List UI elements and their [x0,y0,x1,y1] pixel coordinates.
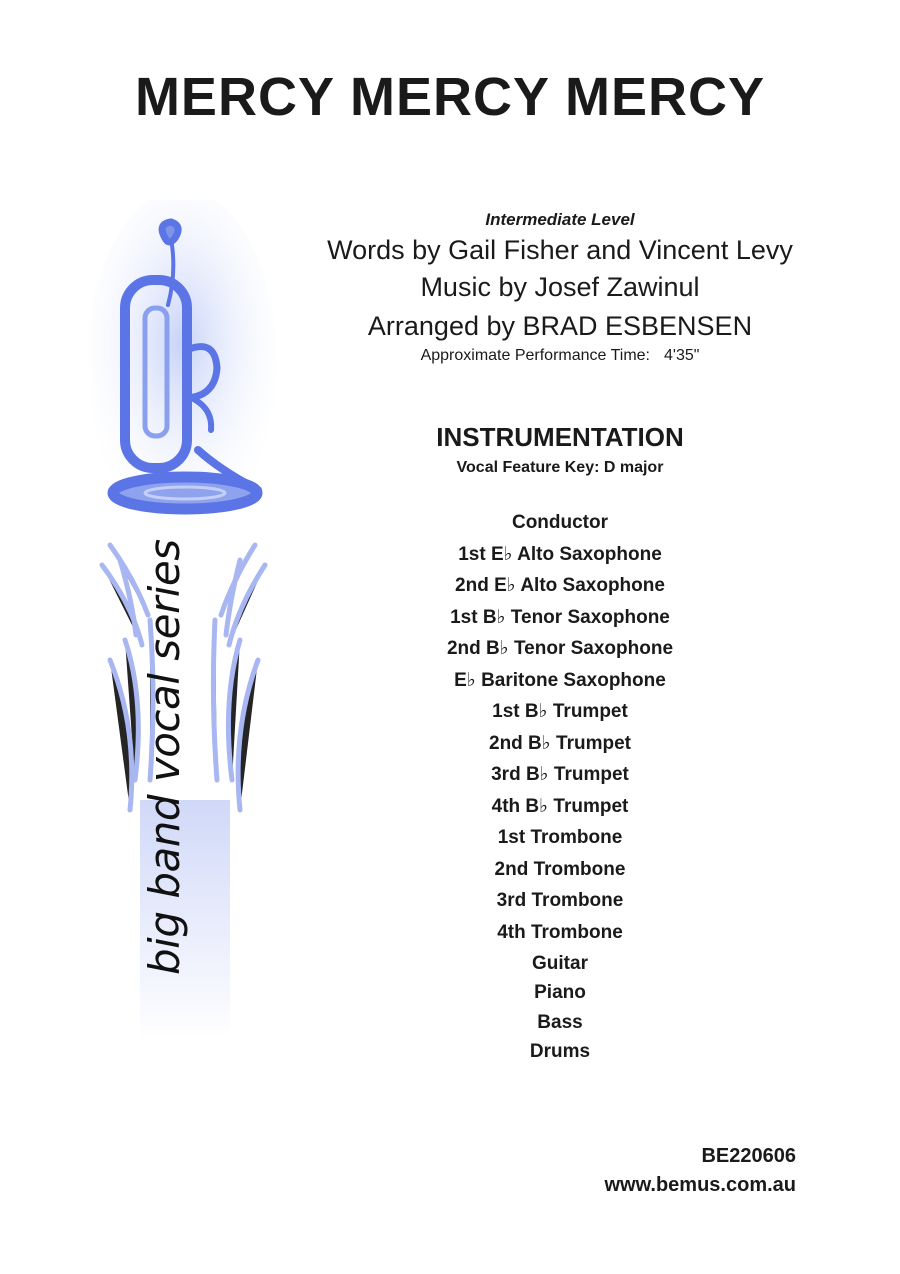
vocal-key: Vocal Feature Key: D major [456,459,664,476]
list-item: 2nd Trombone [494,858,626,880]
arranger-credit: Arranged by BRAD ESBENSEN [367,311,753,341]
list-item: Guitar [532,953,588,974]
performance-label: Approximate Performance Time: [420,347,650,364]
list-item: 1st B♭ Tenor Saxophone [450,606,670,628]
list-item: 3rd Trombone [496,890,624,911]
list-item: 4th B♭ Trumpet [491,795,629,817]
level: Intermediate Level [485,210,635,229]
series-label: big band vocal series [140,539,189,975]
list-item: 3rd B♭ Trumpet [491,764,629,785]
page-title: MERCY MERCY MERCY [134,67,766,127]
list-item: Conductor [511,512,609,533]
list-item: 2nd B♭ Tenor Saxophone [446,638,674,659]
parts-list [300,509,820,1067]
catalog-number: BE220606 [701,1145,796,1167]
list-item: 4th Trombone [497,921,623,943]
performance-value: 4'35" [663,347,700,364]
words-credit: Words by Gail Fisher and Vincent Levy [327,235,793,265]
list-item: 2nd E♭ Alto Saxophone [455,575,665,596]
list-item: 1st Trombone [497,827,623,848]
music-credit: Music by Josef Zawinul [420,272,700,302]
list-item: E♭ Baritone Saxophone [454,669,666,691]
list-item: 1st B♭ Trumpet [492,701,628,722]
website-link[interactable]: www.bemus.com.au [604,1174,796,1196]
list-item: 2nd B♭ Trumpet [489,732,631,754]
list-item: Bass [537,1011,583,1033]
performance-time [300,347,820,365]
list-item: Drums [529,1040,591,1062]
list-item: Piano [534,982,586,1004]
instrumentation-heading: INSTRUMENTATION [436,422,684,452]
list-item: 1st E♭ Alto Saxophone [458,543,662,565]
